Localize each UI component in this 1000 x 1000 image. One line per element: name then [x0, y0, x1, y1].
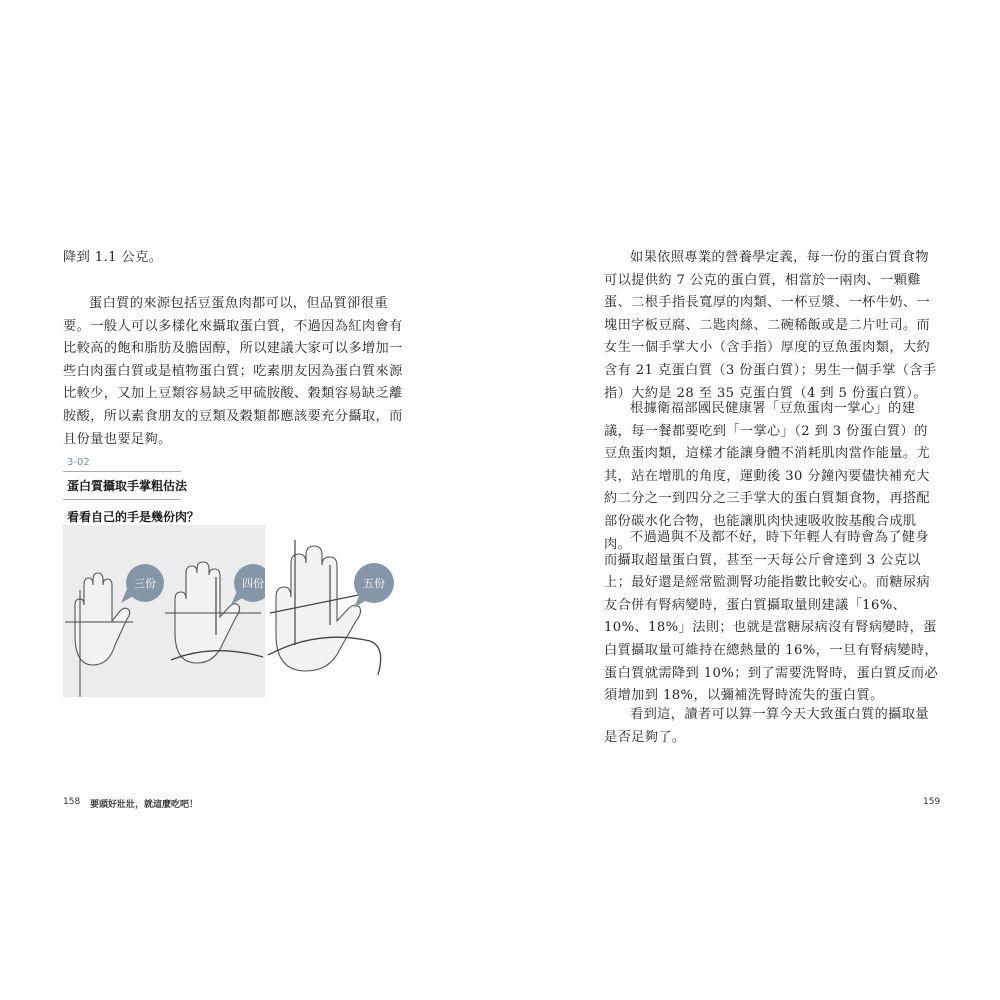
- bubble-five-label: 五份: [363, 577, 385, 590]
- section-rule-top: [63, 471, 181, 472]
- folio-page-number-right: 159: [923, 797, 941, 807]
- section-number: 3-02: [67, 457, 90, 468]
- left-paragraph-1: 降到 1.1 公克。: [63, 250, 163, 265]
- right-paragraph-2: 根據衛福部國民健康署「豆魚蛋肉一掌心」的建議，每一餐都要吃到「一掌心」（2 到 3 份蛋白質）的豆魚蛋肉類，這樣才能讓身體不消耗肌肉當作能量。尤其，站在增肌的角度，運動後 30 分鐘內要儘快補充大約二分之一到四分之三手掌大的蛋白質類食物，再搭配部份碳水化合物，也能讓肌肉快速吸收胺基酸合成肌肉。: [604, 401, 931, 552]
- right-paragraph-4: 看到這，讀者可以算一算今天大致蛋白質的攝取量是否足夠了。: [604, 707, 929, 745]
- right-page: [363, 0, 1000, 1000]
- folio-book-title: 要頭好壯壯，就這麼吃吧！: [90, 800, 199, 810]
- section-subtitle: 看看自己的手是幾份肉？: [67, 510, 200, 524]
- section-title: 蛋白質攝取手掌粗估法: [67, 479, 188, 493]
- right-paragraph-3: 不過過與不及都不好，時下年輕人有時會為了健身而攝取超量蛋白質，甚至一天每公斤會達到 3 公克以上；最好還是經常監測腎功能指數比較安心。而糖尿病友合併有腎病變時，蛋白質攝取量則建議「16%、10%、18%」法則；也就是當糖尿病沒有腎病變時，蛋白質攝取量可維持在總熱量的 16%，一旦有腎病變時，蛋白質就需降到 10%；到了需要洗腎時，蛋白質反而必須增加到 18%，以彌補洗腎時流失的蛋白質。: [604, 530, 939, 704]
- hand-portion-illustration: [63, 525, 265, 697]
- section-rule-bottom: [63, 499, 181, 500]
- left-paragraph-2: 蛋白質的來源包括豆蛋魚肉都可以，但品質卻很重要。一般人可以多樣化來攝取蛋白質，不過因為紅肉會有比較高的飽和脂肪及膽固醇，所以建議大家可以多增加一些白肉蛋白質或是植物蛋白質；吃素朋友因為蛋白質來源比較少，又加上豆類容易缺乏甲硫胺酸、穀類容易缺乏離胺酸，所以素食朋友的豆類及穀類都應該要充分攝取，而且份量也要足夠。: [63, 296, 403, 447]
- right-paragraph-1: 如果依照專業的營養學定義，每一份的蛋白質食物可以提供約 7 公克的蛋白質，相當於一兩肉、一顆雞蛋、二根手指長寬厚的肉類、一杯豆漿、一杯牛奶、一塊田字板豆腐、二匙肉絲、二碗稀飯或是二片吐司。而女生一個手掌大小（含手指）厚度的豆魚蛋肉類，大約含有 21 克蛋白質（3 份蛋白質）；男生一個手掌（含手指）大約是 28 至 35 克蛋白質（4 到 5 份蛋白質）。: [604, 250, 937, 401]
- hand-large-illustration: [268, 525, 453, 697]
- folio-page-number-left: 158: [63, 797, 81, 807]
- bubble-four-label: 四份: [242, 577, 264, 590]
- bubble-three-label: 三份: [134, 577, 156, 590]
